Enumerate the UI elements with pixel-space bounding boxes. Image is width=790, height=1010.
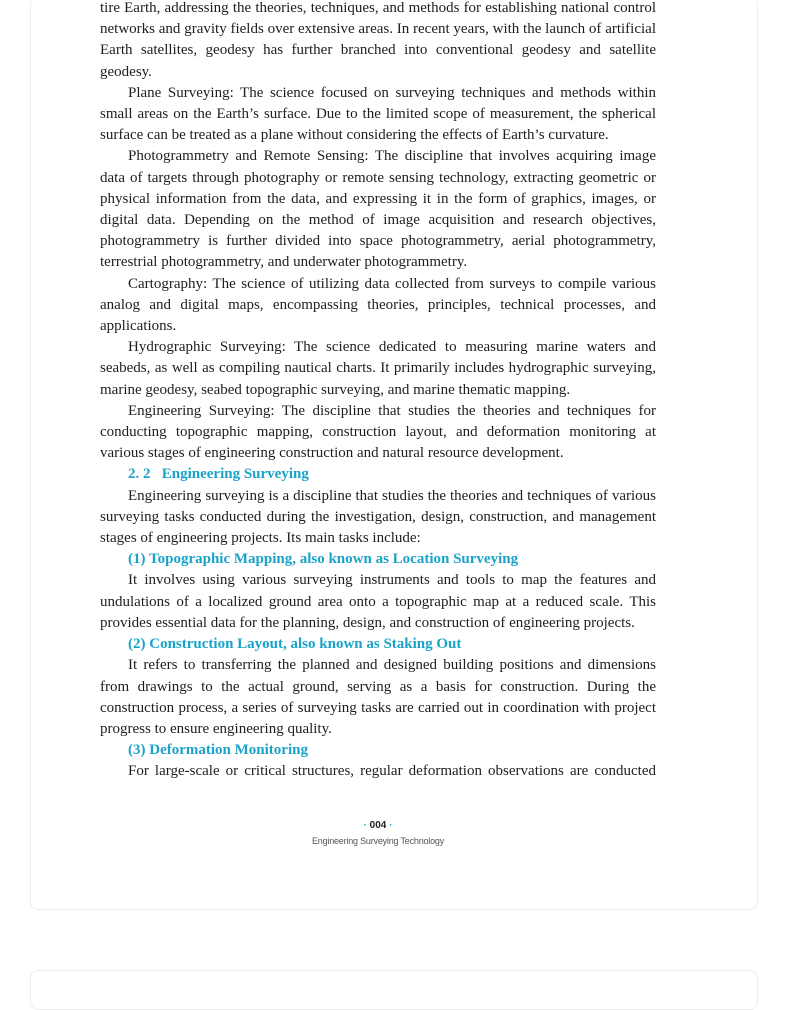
paragraph-engineering-surveying: Engineering Surveying: The discipline that studies the theories and techniques for conducting topographic mapping, construction layout, and deformation monitoring at various stages of engineering construction and natural resource development. [100, 402, 656, 462]
page-number [0, 820, 756, 831]
task-text-construction: It refers to transferring the planned and designed building positions and dimensions from drawings to the actual ground, serving as a basis for construction. During the construction process, a series of surveying tasks are carried out in coordination with project progress to ensure engineering quality. [100, 657, 656, 737]
page-content [100, 0, 656, 783]
task-text-topographic: It involves using various surveying instruments and tools to map the features and undulations of a localized ground area onto a topographic map at a reduced scale. This provides essential data for the planning, design, and construction of engineering projects. [100, 572, 656, 631]
paragraph-hydrographic: Hydrographic Surveying: The science dedicated to measuring marine waters and seabeds, as well as compiling nautical charts. It primarily includes hydrographic surveying, marine geodesy, seabed topographic surveying, and marine thematic mapping. [100, 339, 656, 398]
paragraph-plane-surveying: Plane Surveying: The science focused on surveying techniques and methods within small areas on the Earth’s surface. Due to the limited scope of measurement, the spherical surface can be treated as a plane without considering the effects of Earth’s curvature. [100, 84, 656, 144]
running-footer-title: Engineering Surveying Technology [311, 836, 445, 846]
section-heading: 2. 2 Engineering Surveying [128, 466, 309, 483]
next-page-card [30, 970, 758, 1010]
task-heading-deformation: (3) Deformation Monitoring [128, 742, 308, 759]
task-heading-topographic: (1) Topographic Mapping, also known as Location Surveying [128, 551, 519, 568]
paragraph-cartography: Cartography: The science of utilizing data collected from surveys to compile various analog and digital maps, encompassing theories, principles, technical processes, and applications. [100, 275, 656, 335]
page-number-dot-right: · [389, 820, 393, 831]
task-heading-construction: (2) Construction Layout, also known as Staking Out [128, 636, 462, 653]
page-number-value: 004 [369, 820, 387, 831]
task-text-deformation: For large-scale or critical structures, regular deformation observations are conducted [128, 763, 656, 780]
page-number-dot-left: · [363, 820, 367, 831]
section-intro: Engineering surveying is a discipline that studies the theories and techniques of various surveying tasks conducted during the investigation, design, construction, and management stages of engineering projects. Its main tasks include: [100, 487, 656, 547]
paragraph-photogrammetry: Photogrammetry and Remote Sensing: The discipline that involves acquiring image data of targets through photography or remote sensing technology, extracting geometric or physical information from the data, and expressing it in the form of graphics, images, or digital data. Depending on the method of image acquisition and research objectives, photogrammetry is further divided into space photogrammetry, aerial photogrammetry, terrestrial photogrammetry, and underwater photogrammetry. [100, 148, 656, 271]
paragraph-geodesy: tire Earth, addressing the theories, techniques, and methods for establishing national control networks and gravity fields over extensive areas. In recent years, with the launch of artificial Earth satellites, geodesy has further branched into conventional geodesy and satellite geodesy. [100, 0, 656, 80]
